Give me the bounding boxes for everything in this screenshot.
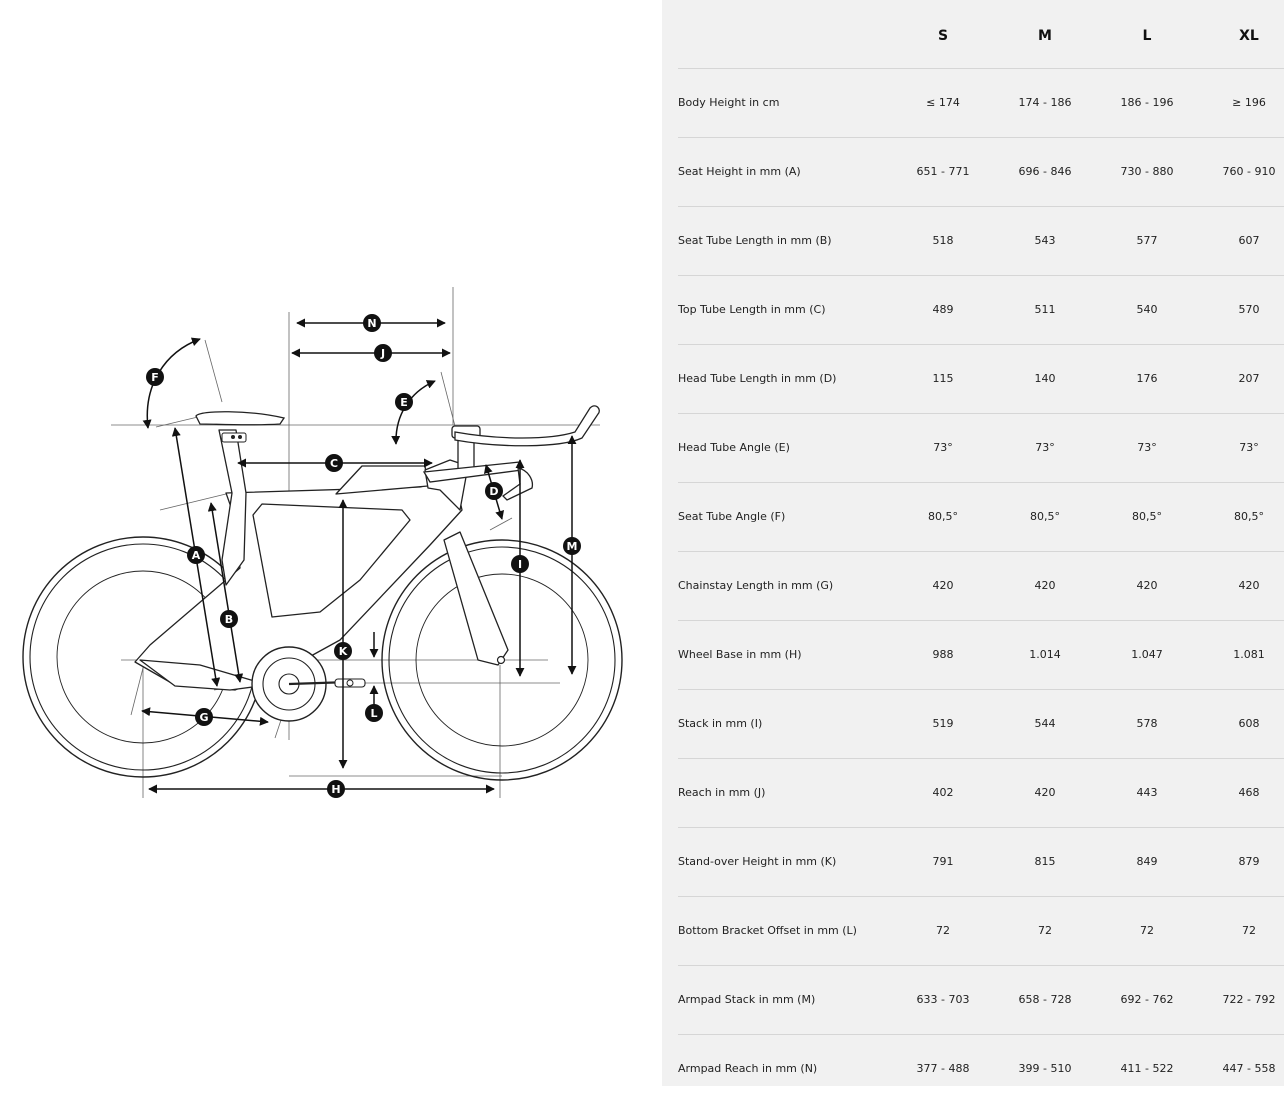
row-value: 80,5° (994, 482, 1096, 551)
row-label: Stand-over Height in mm (K) (678, 827, 892, 896)
row-value: 692 - 762 (1096, 965, 1198, 1034)
row-value: 577 (1096, 206, 1198, 275)
row-value: 420 (994, 758, 1096, 827)
dimension-marker-letter: F (151, 371, 159, 384)
row-label: Bottom Bracket Offset in mm (L) (678, 896, 892, 965)
table-row (678, 137, 1284, 206)
dimension-marker-letter: K (338, 645, 348, 658)
dimension-marker-letter: N (367, 317, 377, 330)
dimension-marker (146, 368, 164, 386)
row-value: 518 (892, 206, 994, 275)
row-value: 72 (994, 896, 1096, 965)
dimension-marker-letter: C (329, 457, 339, 470)
table-row (678, 1034, 1284, 1103)
row-value: 511 (994, 275, 1096, 344)
row-label: Armpad Reach in mm (N) (678, 1062, 818, 1075)
row-value: 447 - 558 (1222, 1062, 1276, 1075)
row-value: 658 - 728 (994, 965, 1096, 1034)
dimension-marker (325, 454, 343, 472)
row-value: 468 (1198, 758, 1284, 827)
row-value: 633 - 703 (892, 965, 994, 1034)
table-row (678, 827, 1284, 896)
dimension-marker-letter: M (566, 540, 578, 553)
row-value: 399 - 510 (1018, 1062, 1072, 1075)
row-label: Head Tube Length in mm (D) (678, 344, 892, 413)
row-value: 140 (994, 344, 1096, 413)
row-value: 543 (994, 206, 1096, 275)
table-row (678, 413, 1284, 482)
table-row (678, 482, 1284, 551)
row-label: Stack in mm (I) (678, 689, 892, 758)
dimension-marker (363, 314, 381, 332)
row-value: 443 (1096, 758, 1198, 827)
row-label: Armpad Stack in mm (M) (678, 965, 892, 1034)
row-label: Wheel Base in mm (H) (678, 620, 892, 689)
dimension-marker (187, 546, 205, 564)
row-value: 186 - 196 (1096, 68, 1198, 137)
size-header-row (678, 0, 1284, 68)
saddle (196, 412, 284, 425)
row-value: ≥ 196 (1198, 68, 1284, 137)
dimension-marker (195, 708, 213, 726)
row-value: 722 - 792 (1198, 965, 1284, 1034)
table-row (678, 275, 1284, 344)
row-value: 519 (892, 689, 994, 758)
row-value: 176 (1096, 344, 1198, 413)
row-value: 578 (1096, 689, 1198, 758)
geometry-table-body (678, 68, 1284, 1103)
row-value: 72 (1198, 896, 1284, 965)
table-row (678, 965, 1284, 1034)
row-value: 73° (994, 413, 1096, 482)
row-value: 540 (1096, 275, 1198, 344)
row-value: 815 (994, 827, 1096, 896)
row-value: 608 (1198, 689, 1284, 758)
row-value: 696 - 846 (994, 137, 1096, 206)
row-label: Top Tube Length in mm (C) (678, 275, 892, 344)
dimension-marker (334, 642, 352, 660)
row-label: Chainstay Length in mm (G) (678, 551, 892, 620)
size-header: XL (1198, 0, 1284, 68)
row-value: 1.014 (994, 620, 1096, 689)
row-value: 1.047 (1096, 620, 1198, 689)
dimension-marker-letter: G (199, 711, 209, 724)
table-row (678, 551, 1284, 620)
row-value: 420 (1198, 551, 1284, 620)
dimension-marker (485, 482, 503, 500)
geometry-table (678, 0, 1284, 1103)
row-value: 420 (994, 551, 1096, 620)
row-value: ≤ 174 (892, 68, 994, 137)
row-value: 80,5° (892, 482, 994, 551)
row-value: 760 - 910 (1198, 137, 1284, 206)
row-label: Seat Tube Length in mm (B) (678, 206, 892, 275)
row-value: 420 (1096, 551, 1198, 620)
row-value: 207 (1198, 344, 1284, 413)
dimension-marker-letter: H (331, 783, 341, 796)
row-value: 73° (892, 413, 994, 482)
table-row (678, 344, 1284, 413)
row-value: 1.081 (1198, 620, 1284, 689)
row-label: Body Height in cm (678, 68, 892, 137)
dimension-marker-letter: A (191, 549, 201, 562)
row-value: 115 (892, 344, 994, 413)
table-row (678, 896, 1284, 965)
row-value: 411 - 522 (1120, 1062, 1174, 1075)
table-row (678, 620, 1284, 689)
row-label: Seat Tube Angle (F) (678, 482, 892, 551)
dimension-marker-letter: B (224, 613, 234, 626)
row-value: 651 - 771 (892, 137, 994, 206)
table-row (678, 758, 1284, 827)
row-value: 849 (1096, 827, 1198, 896)
dimension-marker (220, 610, 238, 628)
size-header: M (994, 0, 1096, 68)
dimension-marker (563, 537, 581, 555)
size-header: L (1096, 0, 1198, 68)
row-value: 73° (1096, 413, 1198, 482)
table-row (678, 206, 1284, 275)
dimension-marker-letter: J (380, 347, 386, 360)
row-value: 72 (1096, 896, 1198, 965)
row-value: 570 (1198, 275, 1284, 344)
dimension-marker-letter: E (400, 396, 408, 409)
dimension-marker (511, 555, 529, 573)
row-value: 988 (892, 620, 994, 689)
row-value: 607 (1198, 206, 1284, 275)
dimension-marker (365, 704, 383, 722)
dimension-marker-letter: L (370, 707, 378, 720)
row-value: 402 (892, 758, 994, 827)
row-value: 489 (892, 275, 994, 344)
row-value: 80,5° (1096, 482, 1198, 551)
row-value: 72 (892, 896, 994, 965)
row-value: 174 - 186 (994, 68, 1096, 137)
row-value: 879 (1198, 827, 1284, 896)
row-label: Seat Height in mm (A) (678, 137, 892, 206)
row-label: Reach in mm (J) (678, 758, 892, 827)
row-value: 377 - 488 (916, 1062, 970, 1075)
dimension-marker-letter: D (489, 485, 499, 498)
header-blank (678, 0, 892, 68)
size-header: S (892, 0, 994, 68)
row-value: 80,5° (1198, 482, 1284, 551)
dimension-marker-letter: I (517, 558, 523, 571)
row-value: 73° (1198, 413, 1284, 482)
row-value: 420 (892, 551, 994, 620)
table-row (678, 689, 1284, 758)
row-value: 544 (994, 689, 1096, 758)
row-value: 791 (892, 827, 994, 896)
row-value: 730 - 880 (1096, 137, 1198, 206)
dimension-marker (374, 344, 392, 362)
dimension-marker (395, 393, 413, 411)
dimension-marker (327, 780, 345, 798)
table-row (678, 68, 1284, 137)
row-label: Head Tube Angle (E) (678, 413, 892, 482)
geometry-table-panel (662, 0, 1284, 1086)
